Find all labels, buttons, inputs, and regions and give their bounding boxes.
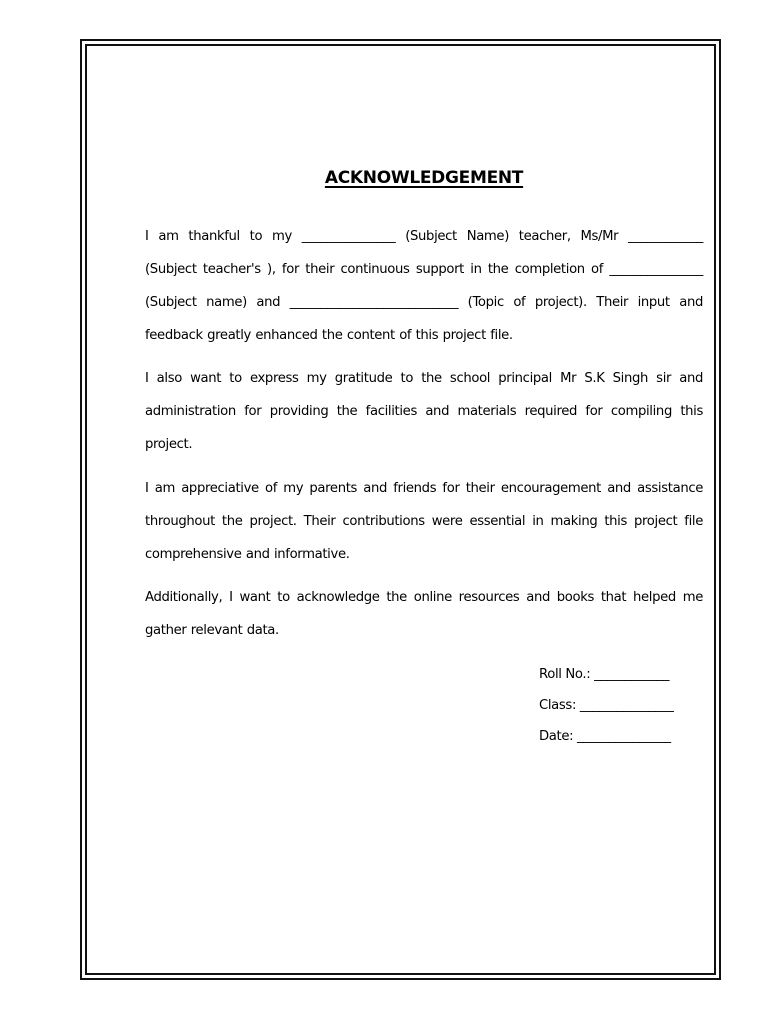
roll-number-line: Roll No.: ____________ xyxy=(539,667,670,682)
paragraph-principal: I also want to express my gratitude to the school principal Mr S.K Singh sir and administration for providing the facilities and materials required for compiling this project. xyxy=(145,371,703,452)
date-line: Date: _______________ xyxy=(539,729,671,744)
paragraph-subject-teacher: I am thankful to my _______________ (Subject Name) teacher, Ms/Mr ____________ (Subject teacher's ), for their continuous support in the completion of _______________ (Subject name) and ___________________________ (Topic of project). Their input and feedback greatly enhanced the content of this project file. xyxy=(145,229,703,343)
class-line: Class: _______________ xyxy=(539,698,674,713)
page-title: ACKNOWLEDGEMENT xyxy=(324,168,524,188)
paragraph-parents-friends: I am appreciative of my parents and friends for their encouragement and assistance throughout the project. Their contributions were essential in making this project file comprehensive and informative. xyxy=(145,481,703,562)
paragraph-online-resources: Additionally, I want to acknowledge the online resources and books that helped me gather relevant data. xyxy=(145,590,703,638)
